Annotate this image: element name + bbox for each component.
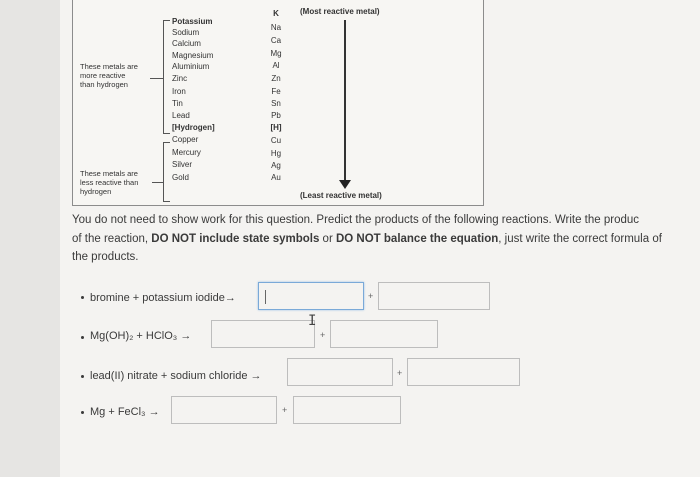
- less-reactive-bracket-tick: [152, 182, 163, 183]
- metal-symbol: K: [273, 9, 279, 18]
- metal-symbol: Ca: [270, 36, 282, 45]
- metal-symbol: [H]: [270, 123, 282, 132]
- instructions-line-3: the products.: [72, 251, 139, 263]
- reaction-2-label: Mg(OH)₂ + HClO₃ →: [90, 330, 192, 342]
- plus-sign: +: [320, 330, 326, 340]
- reaction-4-product-1-input[interactable]: [171, 396, 277, 424]
- most-reactive-label: (Most reactive metal): [300, 7, 380, 16]
- metal-name: Gold: [172, 173, 189, 182]
- more-reactive-group-label: These metals are more reactive than hydrogen: [80, 62, 138, 89]
- metal-symbol: Ag: [271, 161, 281, 170]
- metal-name: Aluminium: [172, 62, 210, 71]
- metal-symbol: Sn: [271, 99, 281, 108]
- question-instructions: [72, 211, 697, 267]
- metal-symbol: Fe: [271, 87, 281, 96]
- metal-symbol: Zn: [271, 74, 281, 83]
- reaction-4-label: Mg + FeCl₃ →: [90, 406, 160, 418]
- reactivity-arrow-head: [339, 180, 351, 189]
- reactivity-arrow-shaft: [344, 20, 346, 182]
- reaction-1-label: bromine + potassium iodide→: [90, 292, 236, 304]
- least-reactive-label: (Least reactive metal): [300, 191, 382, 200]
- metal-name: [Hydrogen]: [172, 123, 215, 132]
- reaction-3-product-1-input[interactable]: [287, 358, 393, 386]
- reaction-3-product-2-input[interactable]: [407, 358, 520, 386]
- bullet: [81, 296, 84, 299]
- reaction-1-product-2-input[interactable]: [378, 282, 490, 310]
- reaction-3-label: lead(II) nitrate + sodium chloride →: [90, 370, 262, 382]
- metal-name: Mercury: [172, 148, 201, 157]
- metal-symbol: Na: [270, 23, 282, 32]
- bullet: [81, 411, 84, 414]
- metal-name: Sodium: [172, 28, 200, 37]
- plus-sign: +: [368, 291, 374, 301]
- instructions-line-1: You do not need to show work for this question. Predict the products of the following reactions. Write the produc: [72, 214, 640, 226]
- metal-name: Lead: [172, 111, 190, 120]
- reaction-2-product-1-input[interactable]: [211, 320, 315, 348]
- metal-name: Calcium: [172, 39, 201, 48]
- plus-sign: +: [397, 368, 403, 378]
- bullet: [81, 375, 84, 378]
- metal-symbol: Al: [272, 61, 280, 70]
- more-reactive-bracket: [163, 20, 170, 134]
- mouse-text-cursor-icon: I: [308, 313, 317, 329]
- metal-name: Iron: [172, 87, 186, 96]
- metal-symbol: Au: [271, 173, 281, 182]
- metal-name: Tin: [172, 99, 183, 108]
- metal-symbol: Pb: [271, 111, 281, 120]
- metal-name: Potassium: [172, 17, 213, 26]
- text-caret: [265, 290, 266, 304]
- metal-symbol: Mg: [270, 49, 282, 58]
- reaction-1-product-1-input[interactable]: [258, 282, 364, 310]
- metal-symbol: Hg: [270, 149, 282, 158]
- metal-name: Silver: [172, 160, 193, 169]
- reaction-4-product-2-input[interactable]: [293, 396, 401, 424]
- reaction-2-product-2-input[interactable]: [330, 320, 438, 348]
- more-reactive-bracket-tick: [150, 78, 163, 79]
- metal-symbol: Cu: [270, 136, 282, 145]
- less-reactive-bracket: [163, 142, 170, 202]
- metal-name: Magnesium: [172, 51, 214, 60]
- instructions-line-2: of the reaction, DO NOT include state symbols or DO NOT balance the equation, just write the correct formula of: [72, 232, 662, 245]
- metal-name: Zinc: [172, 74, 188, 83]
- less-reactive-group-label: These metals are less reactive than hydrogen: [80, 169, 139, 196]
- plus-sign: +: [282, 405, 288, 415]
- bullet: [81, 336, 84, 339]
- metal-name: Copper: [172, 135, 199, 144]
